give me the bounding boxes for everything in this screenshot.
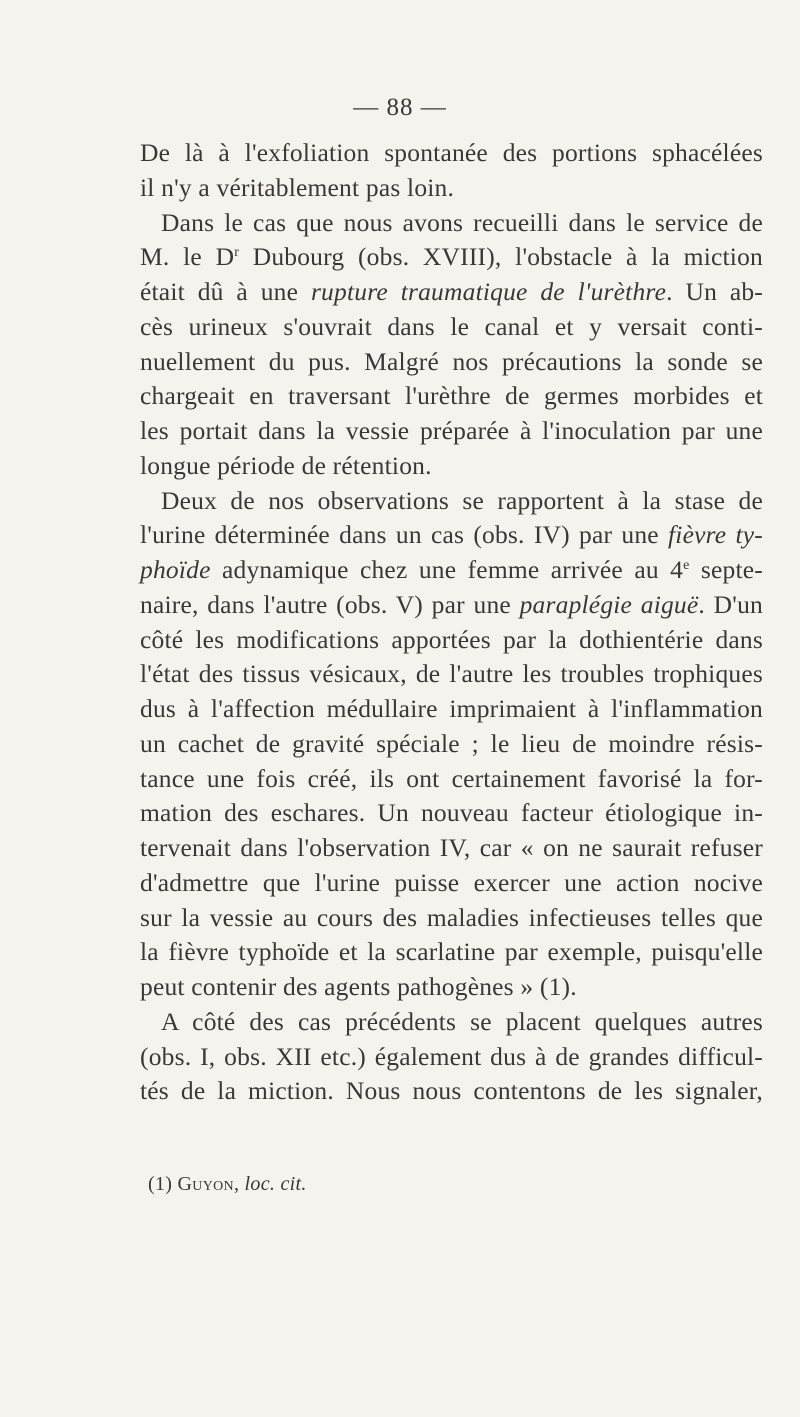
text-line: les portait dans la vessie préparée à l'inoculation par une [140,416,763,445]
text-line: d'admettre que l'urine puisse exercer une action nocive [140,867,763,897]
text-line: nuellement du pus. Malgré nos précautions la sonde se [140,346,763,376]
text-line: la fièvre typhoïde et la scarlatine par exemple, puisqu'elle [140,937,763,967]
text-line: mation des eschares. Un nouveau facteur étiologique in- [140,798,763,828]
body-text [140,136,763,1109]
text-line: tance une fois créé, ils ont certainement favorisé la for- [140,763,763,793]
text-line: peut contenir des agents pathogènes » (1). [140,972,577,1001]
text-line: longue période de rétention. [140,450,432,480]
text-line: était dû à une rupture traumatique de l'urèthre. Un ab- [140,277,763,306]
page-number: — 88 — [353,94,447,121]
text-line: il n'y a véritablement pas loin. [140,172,455,202]
text-line: (obs. I, obs. XII etc.) également dus à de grandes difficul- [140,1041,763,1071]
text-line: tervenait dans l'observation IV, car « on ne saurait refuser [140,833,763,862]
text-line: phoïde adynamique chez une femme arrivée au 4e septe- [140,555,763,584]
text-line: Dans le cas que nous avons recueilli dans le service de [161,207,763,237]
text-line: un cachet de gravité spéciale ; le lieu de moindre résis- [140,728,763,758]
footnote-marker: (1) [148,1173,173,1195]
text-line: l'état des tissus vésicaux, de l'autre les troubles trophiques [140,659,763,689]
text-line: l'urine déterminée dans un cas (obs. IV) par une fièvre ty- [140,520,763,550]
footnote-author: Guyon [177,1173,234,1195]
text-line: côté les modifications apportées par la dothientérie dans [140,624,763,654]
text-line: naire, dans l'autre (obs. V) par une paraplégie aiguë. D'un [140,589,763,619]
text-line: Deux de nos observations se rapportent à la stase de [161,485,763,515]
text-line: sur la vessie au cours des maladies infectieuses telles que [140,902,763,932]
text-line: M. le $D^r$ Dubourg (obs. XVIII), l'obstacle à la miction [140,242,763,272]
footnote: (1) Guyon, loc. cit. [148,1173,307,1195]
footnote-reference: loc. cit. [244,1173,307,1195]
text-line: De là à l'exfoliation spontanée des portions sphacélées [140,138,763,167]
text-line: cès urineux s'ouvrait dans le canal et y versait conti- [140,311,763,341]
text-line: A côté des cas précédents se placent quelques autres [161,1006,763,1036]
text-line: dus à l'affection médullaire imprimaient à l'inflammation [140,694,763,723]
text-line: tés de la miction. Nous nous contentons de les signaler, [140,1076,763,1106]
text-line: chargeait en traversant l'urèthre de germes morbides et [140,381,763,411]
